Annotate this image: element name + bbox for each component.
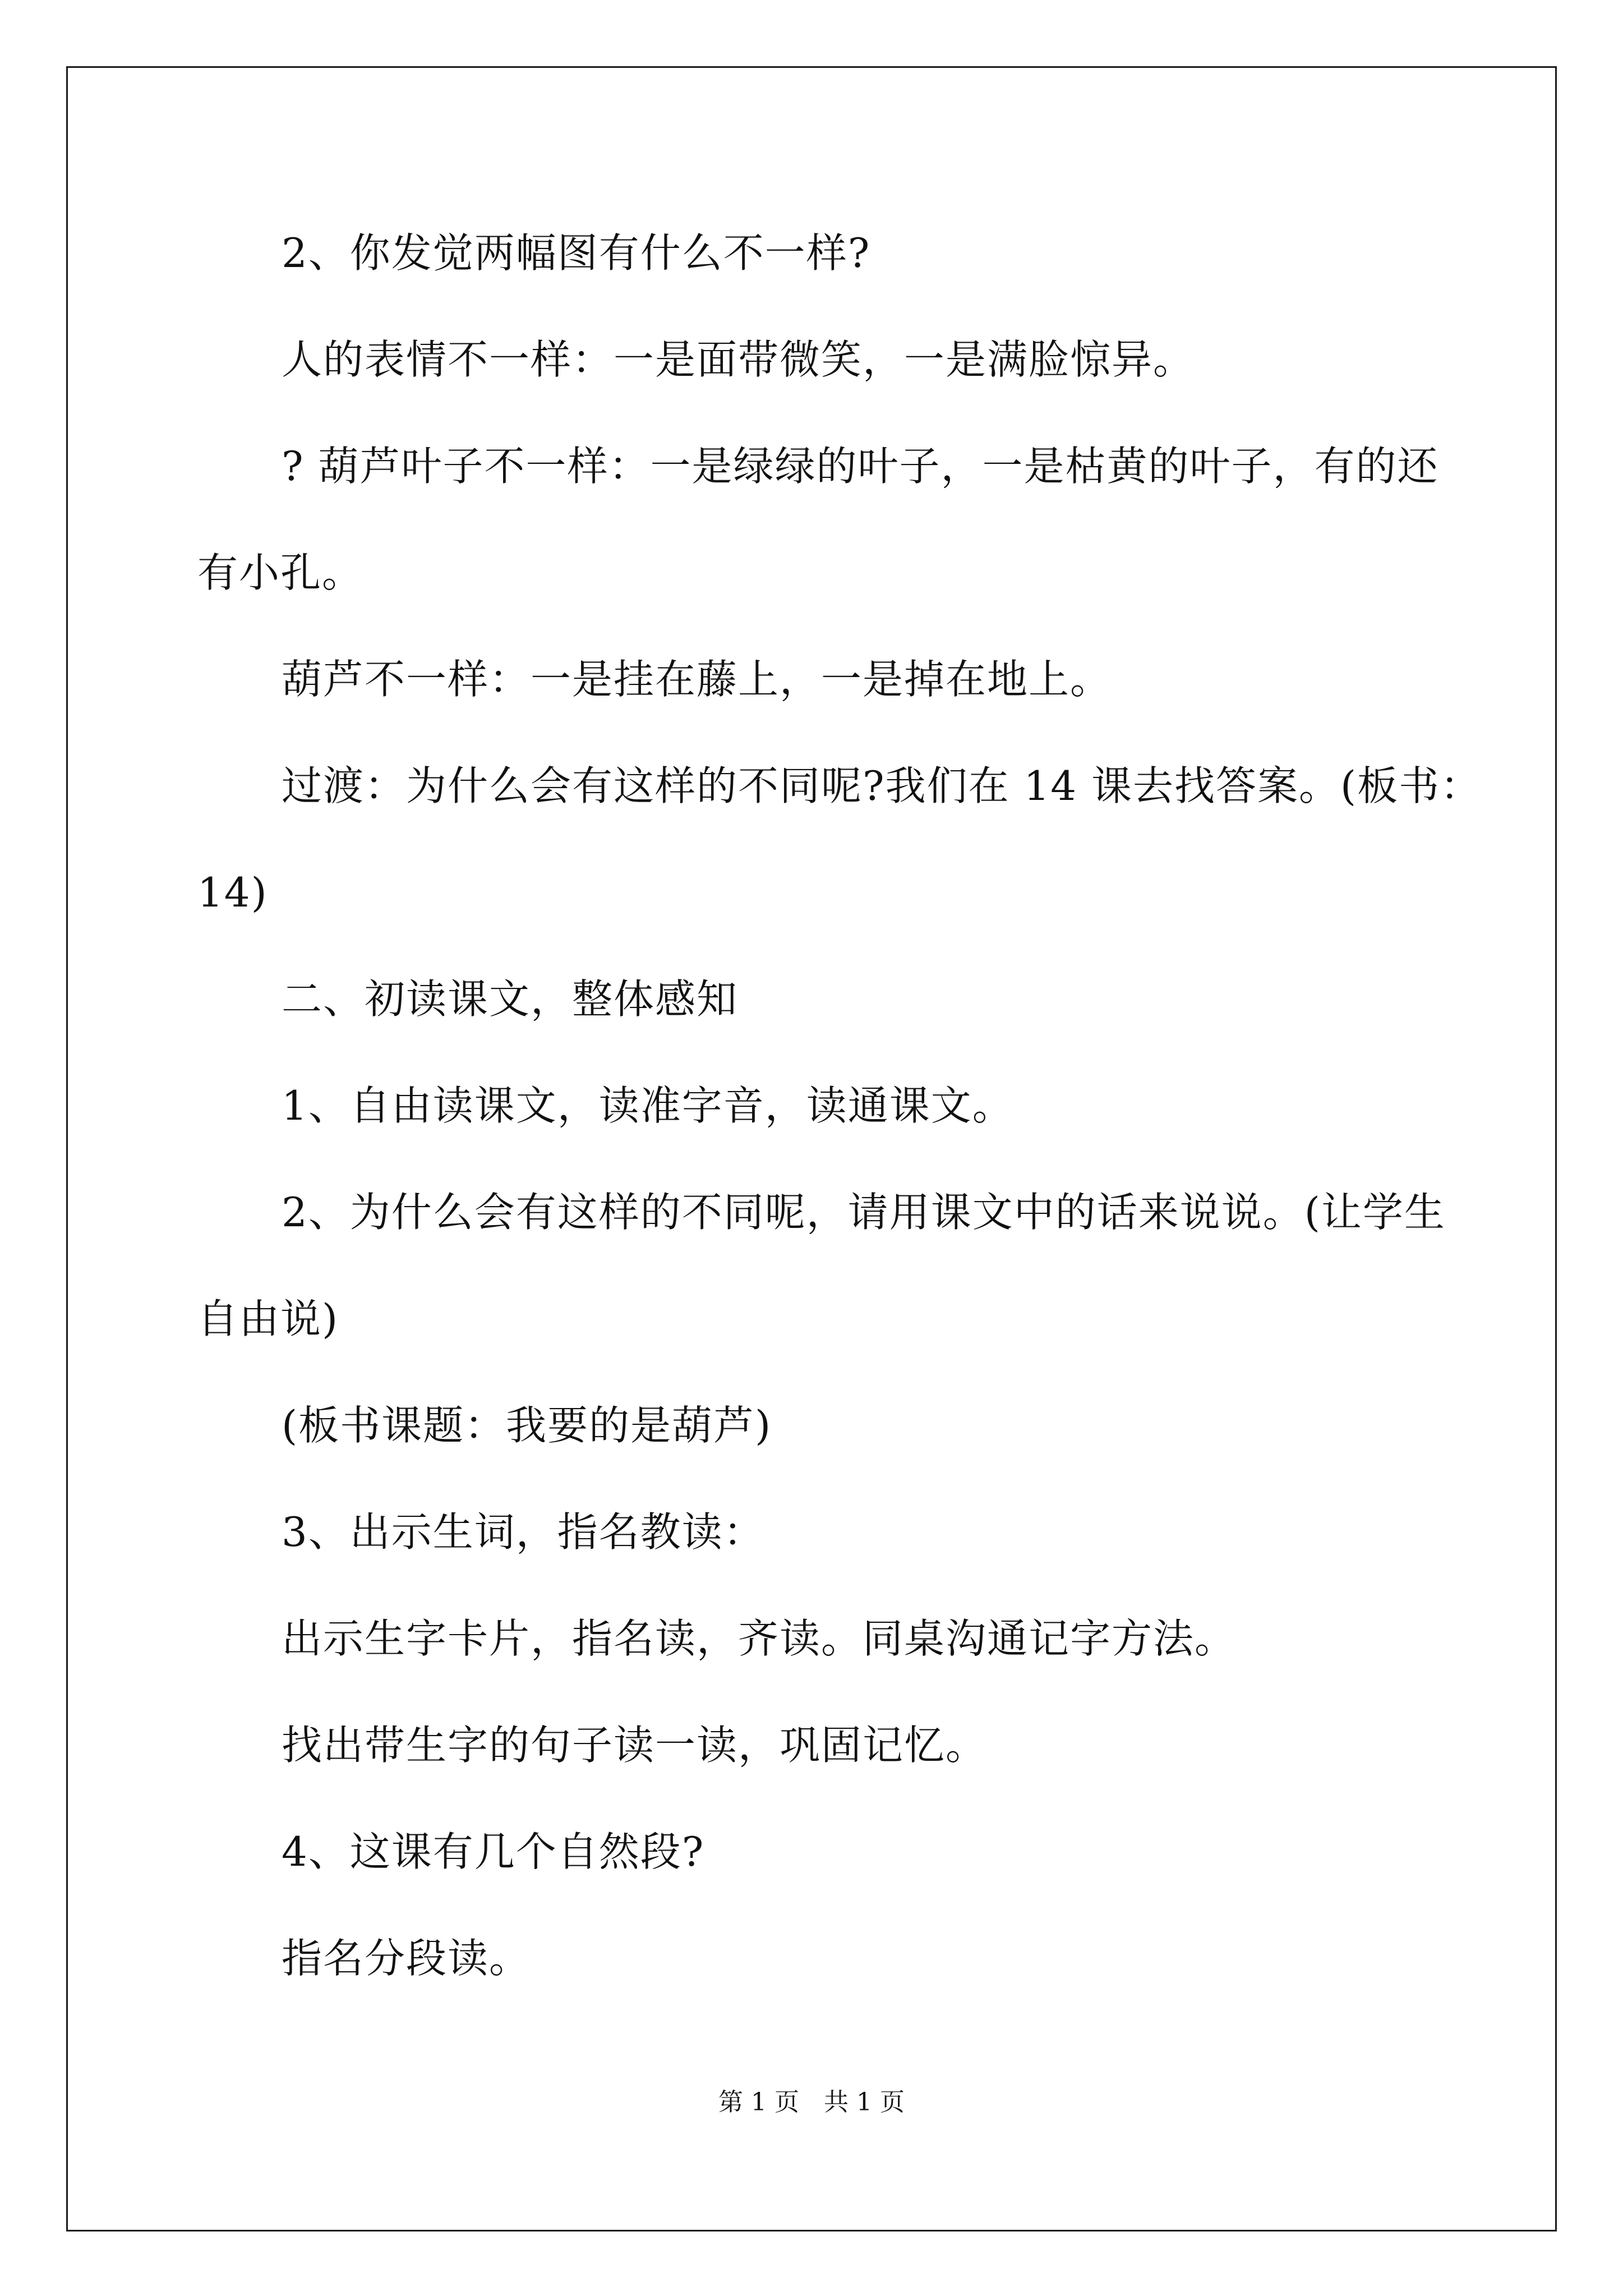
- paragraph-question-difference: 2、你发觉两幅图有什么不一样?: [282, 229, 871, 277]
- paragraph-gourds: 葫芦不一样：一是挂在藤上，一是掉在地上。: [282, 656, 1112, 703]
- paragraph-word-cards: 出示生字卡片，指名读，齐读。同桌沟通记字方法。: [282, 1615, 1237, 1662]
- paragraph-transition-line2: 14): [197, 869, 268, 916]
- paragraph-transition-line1: 过渡：为什么会有这样的不同呢?我们在 14 课去找答案。(板书：: [282, 762, 1482, 809]
- paragraph-new-words: 3、出示生词，指名教读：: [282, 1508, 765, 1556]
- paragraph-free-reading: 1、自由读课文，读准字音，读通课文。: [282, 1082, 1014, 1129]
- paragraph-why-different-line2: 自由说): [197, 1295, 339, 1342]
- paragraph-leaves-line2: 有小孔。: [197, 549, 364, 596]
- section-heading-initial-reading: 二、初读课文，整体感知: [282, 976, 739, 1023]
- paragraph-leaves-line1: ? 葫芦叶子不一样：一是绿绿的叶子，一是枯黄的叶子，有的还: [282, 443, 1439, 490]
- paragraph-find-sentences: 找出带生字的句子读一读，巩固记忆。: [282, 1722, 988, 1769]
- page-border: [66, 66, 1557, 2231]
- paragraph-blackboard-title: (板书课题：我要的是葫芦): [282, 1402, 772, 1449]
- page-number-footer: 第 1 页 共 1 页: [718, 2088, 905, 2116]
- paragraph-why-different-line1: 2、为什么会有这样的不同呢，请用课文中的话来说说。(让学生: [282, 1189, 1446, 1236]
- paragraph-natural-sections: 4、这课有几个自然段?: [282, 1828, 705, 1875]
- paragraph-read-by-section: 指名分段读。: [282, 1935, 531, 1982]
- paragraph-expression: 人的表情不一样：一是面带微笑，一是满脸惊异。: [282, 336, 1195, 383]
